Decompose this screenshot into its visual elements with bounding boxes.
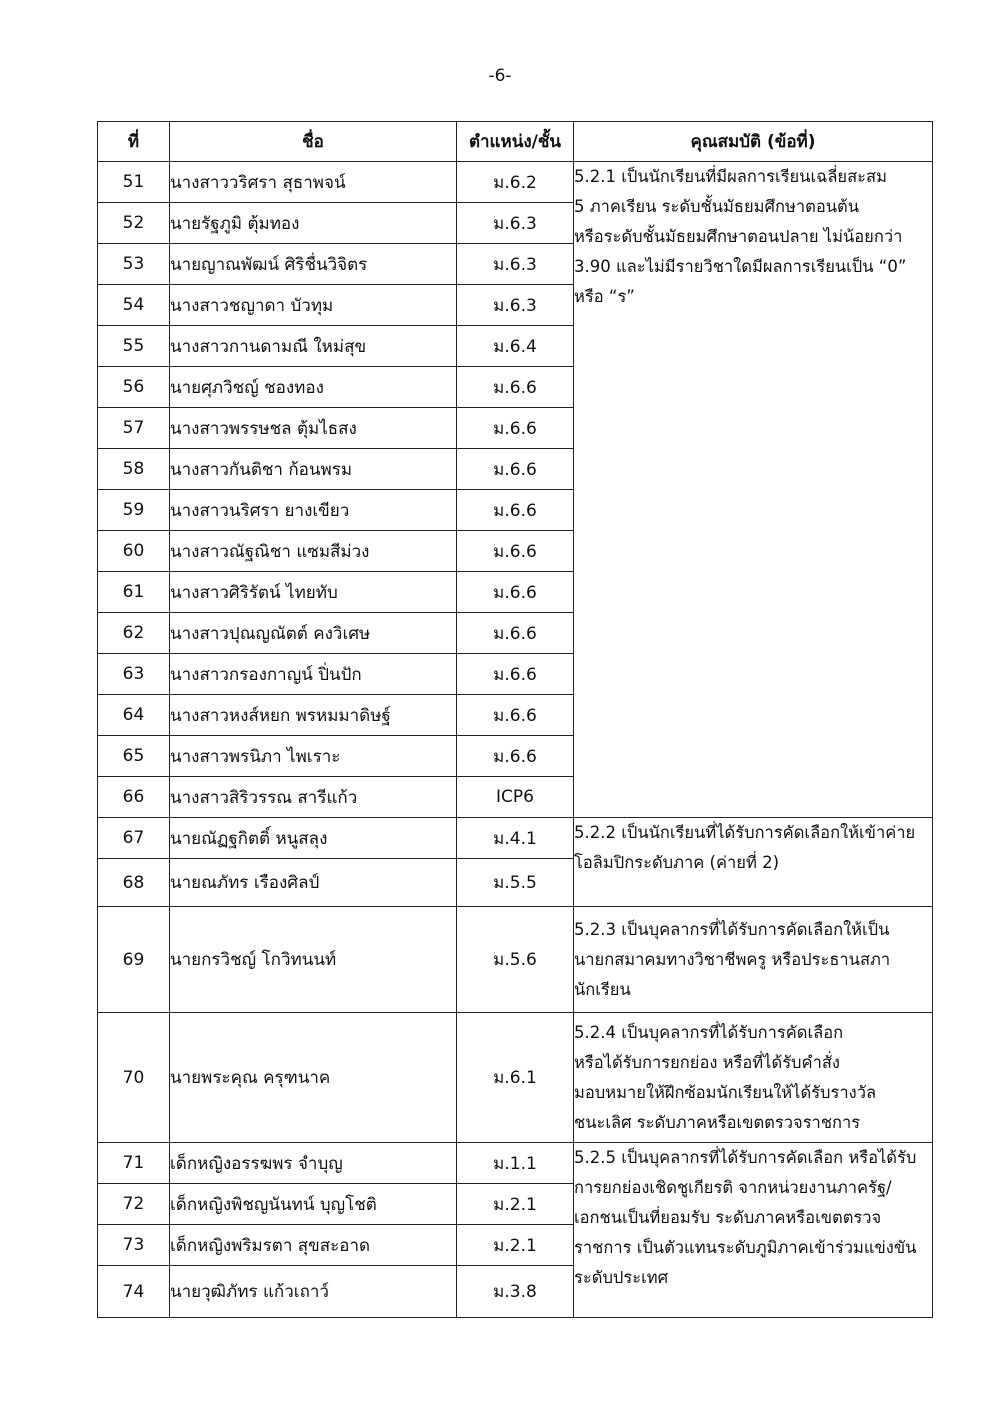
- student-name: นางสาวกานดามณี ใหม่สุข: [170, 326, 457, 367]
- grade-level: ม.6.6: [457, 613, 574, 654]
- roster-table: [97, 121, 933, 1318]
- grade-level: ม.6.4: [457, 326, 574, 367]
- qualification-line: เอกชนเป็นที่ยอมรับ ระดับภาคหรือเขตตรวจ: [574, 1208, 882, 1227]
- qualification-line: ระดับประเทศ: [574, 1268, 669, 1287]
- grade-level: ม.4.1: [457, 818, 574, 859]
- student-name: นายณัฏฐกิตติ์ หนูสลุง: [170, 818, 457, 859]
- row-number: 62: [98, 613, 170, 654]
- qualification-cell: [574, 907, 933, 1013]
- qualification-line: หรือได้รับการยกย่อง หรือที่ได้รับคำสั่ง: [574, 1052, 840, 1072]
- row-number: 57: [98, 408, 170, 449]
- qualification-line: หรือ “ร”: [574, 287, 635, 306]
- page-number: -6-: [488, 66, 512, 86]
- grade-level: ม.6.3: [457, 285, 574, 326]
- qualification-cell: [574, 1013, 933, 1143]
- student-name: นางสาวหงส์หยก พรหมมาดิษฐ์: [170, 695, 457, 736]
- student-name: นายวุฒิภัทร แก้วเถาว์: [170, 1266, 457, 1318]
- grade-level: ม.6.6: [457, 654, 574, 695]
- row-number: 64: [98, 695, 170, 736]
- table-row: [98, 907, 933, 1013]
- row-number: 66: [98, 777, 170, 818]
- table-row: [98, 1143, 933, 1184]
- row-number: 72: [98, 1184, 170, 1225]
- grade-level: ม.6.2: [457, 162, 574, 203]
- student-name: นายพระคุณ ครุฑนาค: [170, 1013, 457, 1143]
- grade-level: ม.2.1: [457, 1225, 574, 1266]
- student-name: เด็กหญิงพริมรตา สุขสะอาด: [170, 1225, 457, 1266]
- qualification-line: นักเรียน: [574, 979, 631, 999]
- grade-level: ม.6.3: [457, 203, 574, 244]
- header-no: ที่: [98, 122, 170, 162]
- qualification-line: ชนะเลิศ ระดับภาคหรือเขตตรวจราชการ: [574, 1112, 861, 1132]
- grade-level: ม.6.6: [457, 531, 574, 572]
- grade-level: ม.5.6: [457, 907, 574, 1013]
- row-number: 71: [98, 1143, 170, 1184]
- student-name: นางสาวนริศรา ยางเขียว: [170, 490, 457, 531]
- qualification-line: 5 ภาคเรียน ระดับชั้นมัธยมศึกษาตอนต้น: [574, 197, 860, 216]
- student-name: เด็กหญิงพิชญนันทน์ บุญโชติ: [170, 1184, 457, 1225]
- grade-level: ม.1.1: [457, 1143, 574, 1184]
- student-name: นางสาวกันติชา ก้อนพรม: [170, 449, 457, 490]
- grade-level: ม.6.3: [457, 244, 574, 285]
- qualification-cell: [574, 1143, 933, 1318]
- student-name: นางสาวสิริวรรณ สารีแก้ว: [170, 777, 457, 818]
- grade-level: ม.6.6: [457, 408, 574, 449]
- row-number: 69: [98, 907, 170, 1013]
- grade-level: ม.2.1: [457, 1184, 574, 1225]
- row-number: 52: [98, 203, 170, 244]
- student-name: นายญาณพัฒน์ ศิริชื่นวิจิตร: [170, 244, 457, 285]
- student-name: นางสาวกรองกาญน์ ปิ่นปัก: [170, 654, 457, 695]
- row-number: 58: [98, 449, 170, 490]
- student-name: นางสาวศิริรัตน์ ไทยทับ: [170, 572, 457, 613]
- table-row: [98, 1013, 933, 1143]
- table-row: [98, 818, 933, 859]
- qualification-line: 5.2.4 เป็นบุคลากรที่ได้รับการคัดเลือก: [574, 1022, 844, 1042]
- qualification-line: การยกย่องเชิดชูเกียรติ จากหน่วยงานภาครัฐ/: [574, 1178, 892, 1197]
- row-number: 74: [98, 1266, 170, 1318]
- table-row: [98, 162, 933, 203]
- student-name: นายณภัทร เรืองศิลป์: [170, 859, 457, 907]
- student-name: นายศุภวิชญ์ ชองทอง: [170, 367, 457, 408]
- qualification-line: 5.2.5 เป็นบุคลากรที่ได้รับการคัดเลือก หรือได้รับ: [574, 1148, 917, 1167]
- student-name: นางสาววริศรา สุธาพจน์: [170, 162, 457, 203]
- qualification-line: 5.2.2 เป็นนักเรียนที่ได้รับการคัดเลือกให้เข้าค่าย: [574, 823, 916, 842]
- student-name: นางสาวชญาดา บัวทุม: [170, 285, 457, 326]
- grade-level: ม.6.6: [457, 449, 574, 490]
- student-name: นางสาวณัฐณิชา แซมสีม่วง: [170, 531, 457, 572]
- student-name: นายกรวิชญ์ โกวิทนนท์: [170, 907, 457, 1013]
- grade-level: ม.6.6: [457, 695, 574, 736]
- row-number: 70: [98, 1013, 170, 1143]
- header-grade: ตำแหน่ง/ชั้น: [457, 122, 574, 162]
- qualification-line: ราชการ เป็นตัวแทนระดับภูมิภาคเข้าร่วมแข่งขัน: [574, 1238, 917, 1257]
- row-number: 68: [98, 859, 170, 907]
- grade-level: ม.6.6: [457, 572, 574, 613]
- row-number: 65: [98, 736, 170, 777]
- student-name: นางสาวพรนิภา ไพเราะ: [170, 736, 457, 777]
- qualification-line: 5.2.1 เป็นนักเรียนที่มีผลการเรียนเฉลี่ยสะสม: [574, 167, 887, 186]
- grade-level: ม.6.6: [457, 367, 574, 408]
- row-number: 60: [98, 531, 170, 572]
- grade-level: ม.5.5: [457, 859, 574, 907]
- row-number: 51: [98, 162, 170, 203]
- row-number: 61: [98, 572, 170, 613]
- qualification-cell: [574, 818, 933, 907]
- student-name: นางสาวปุณญณัตต์ คงวิเศษ: [170, 613, 457, 654]
- row-number: 53: [98, 244, 170, 285]
- grade-level: ม.6.6: [457, 490, 574, 531]
- qualification-line: โอลิมปิกระดับภาค (ค่ายที่ 2): [574, 853, 780, 872]
- student-name: นายรัฐภูมิ ตุ้มทอง: [170, 203, 457, 244]
- header-name: ชื่อ: [170, 122, 457, 162]
- row-number: 55: [98, 326, 170, 367]
- student-name: เด็กหญิงอรรฆพร จำบุญ: [170, 1143, 457, 1184]
- qualification-line: 5.2.3 เป็นบุคลากรที่ได้รับการคัดเลือกให้เป็น: [574, 919, 890, 939]
- row-number: 59: [98, 490, 170, 531]
- row-number: 63: [98, 654, 170, 695]
- qualification-line: นายกสมาคมทางวิชาชีพครู หรือประธานสภา: [574, 949, 891, 969]
- row-number: 73: [98, 1225, 170, 1266]
- roster-body: [98, 162, 933, 1318]
- row-number: 67: [98, 818, 170, 859]
- header-qualification: คุณสมบัติ (ข้อที่): [574, 122, 933, 162]
- qualification-line: 3.90 และไม่มีรายวิชาใดมีผลการเรียนเป็น “0”: [574, 257, 907, 276]
- grade-level: ม.3.8: [457, 1266, 574, 1318]
- student-name: นางสาวพรรษชล ตุ้มไธสง: [170, 408, 457, 449]
- row-number: 54: [98, 285, 170, 326]
- header-row: [98, 122, 933, 162]
- qualification-line: มอบหมายให้ฝึกซ้อมนักเรียนให้ได้รับรางวัล: [574, 1082, 877, 1102]
- grade-level: ม.6.6: [457, 736, 574, 777]
- grade-level: ม.6.1: [457, 1013, 574, 1143]
- row-number: 56: [98, 367, 170, 408]
- grade-level: ICP6: [457, 777, 574, 818]
- qualification-line: หรือระดับชั้นมัธยมศึกษาตอนปลาย ไม่น้อยกว่า: [574, 227, 903, 246]
- qualification-cell: [574, 162, 933, 818]
